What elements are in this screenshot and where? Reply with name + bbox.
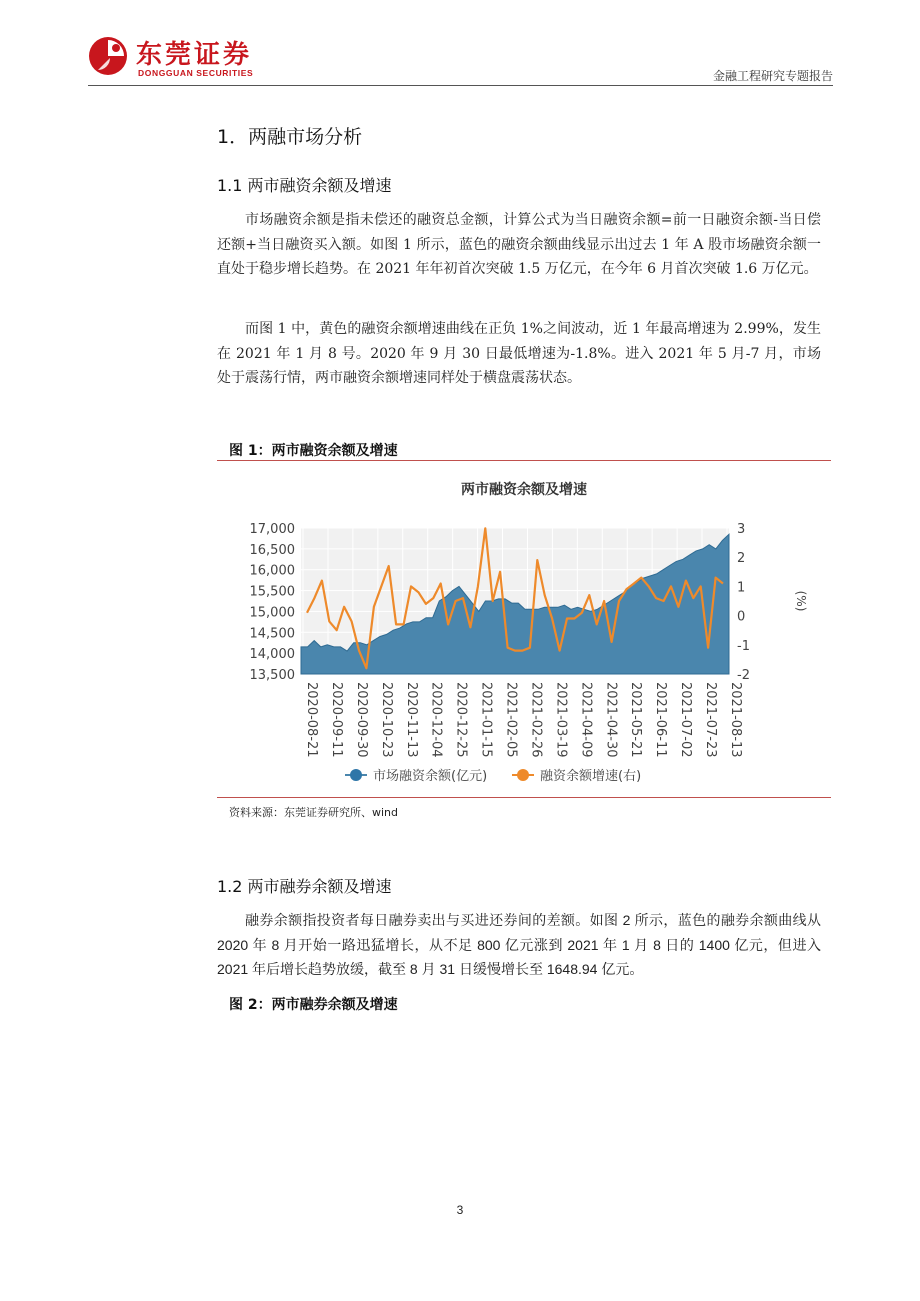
legend-growth-swatch-dot (517, 769, 529, 781)
right-tick-label: -1 (737, 638, 750, 654)
financing-chart-svg (217, 462, 831, 796)
figure1-caption: 图 1：两市融资余额及增速 (229, 443, 398, 459)
right-tick-label: 3 (737, 522, 746, 537)
x-tick-label: 2021-01-15 (478, 682, 494, 758)
chart-title: 两市融资余额及增速 (461, 482, 587, 498)
subsection-title-1-2: 1.2 两市融券余额及增速 (217, 877, 392, 896)
page-number: 3 (456, 1203, 464, 1217)
brand-name-en: DONGGUAN SECURITIES (138, 68, 254, 78)
left-tick-label: 15,500 (249, 584, 295, 600)
left-tick-label: 16,000 (249, 563, 295, 579)
x-tick-label: 2020-09-11 (328, 682, 344, 758)
left-tick-label: 13,500 (249, 668, 295, 683)
right-tick-label: 0 (737, 609, 746, 625)
right-axis-label: (%) (794, 590, 808, 612)
page-header (88, 30, 833, 86)
subsection-title-1-1: 1.1 两市融资余额及增速 (217, 176, 392, 195)
right-tick-label: 2 (737, 551, 746, 567)
section-title: 1．两融市场分析 (217, 126, 363, 148)
legend-growth-label: 融资余额增速(右) (540, 769, 642, 784)
x-tick-label: 2020-08-21 (304, 682, 319, 758)
figure1-bottom-rule (217, 797, 831, 798)
right-tick-label: -2 (737, 668, 750, 683)
right-axis-ticks (737, 522, 750, 683)
dongguan-logo-icon (88, 36, 128, 76)
x-tick-label: 2021-07-23 (703, 682, 719, 758)
left-axis-ticks (250, 522, 296, 683)
x-tick-label: 2021-05-21 (628, 682, 644, 758)
report-type: 金融工程研究专题报告 (712, 69, 833, 83)
chart-legend (345, 768, 641, 784)
x-tick-label: 2020-09-30 (353, 682, 369, 758)
x-tick-label: 2021-02-05 (503, 682, 519, 758)
left-tick-label: 15,000 (249, 605, 295, 621)
header-divider (88, 85, 833, 86)
x-tick-label: 2020-12-04 (428, 682, 444, 758)
x-tick-label: 2020-12-25 (453, 682, 469, 758)
figure2-caption: 图 2：两市融券余额及增速 (229, 997, 398, 1013)
left-tick-label: 16,500 (249, 542, 295, 558)
legend-balance-swatch-dot (350, 769, 362, 781)
paragraph-short-balance: 融券余额指投资者每日融券卖出与买进还券间的差额。如图 2 所示，蓝色的融券余额曲线从 2020 年 8 月开始一路迅猛增长，从不足 800 亿元涨到 2021 年 1 月 8 日的 1400 亿元，但进入 2021 年后增长趋势放缓，截至 8 月 31 日缓慢增长至 1648.94 亿元。 (217, 912, 821, 977)
x-tick-label: 2021-02-26 (528, 682, 544, 758)
right-tick-label: 1 (737, 580, 746, 596)
x-tick-label: 2021-06-11 (653, 682, 669, 758)
x-tick-label: 2021-04-09 (578, 682, 594, 758)
figure1-source: 资料来源：东莞证券研究所、wind (229, 806, 399, 819)
left-tick-label: 14,000 (249, 647, 295, 663)
brand-name-cn: 东莞证券 (136, 40, 253, 70)
x-tick-label: 2021-08-13 (728, 682, 743, 758)
figure1-chart (217, 462, 831, 796)
x-tick-label: 2021-07-02 (678, 682, 694, 758)
paragraph-financing-growth: 而图 1 中，黄色的融资余额增速曲线在正负 1%之间波动，近 1 年最高增速为 2.99%，发生在 2021 年 1 月 8 号。2020 年 9 月 30 日最低增速为-1.8%。进入 2021 年 5 月-7 月，市场处于震荡行情，两市融资余额增速同样处于横盘震荡状态。 (217, 321, 821, 386)
left-tick-label: 17,000 (249, 522, 295, 537)
x-tick-label: 2020-10-23 (378, 682, 394, 758)
x-tick-label: 2021-04-30 (603, 682, 619, 758)
legend-balance-label: 市场融资余额(亿元) (373, 769, 488, 784)
figure1-top-rule (217, 460, 831, 461)
left-tick-label: 14,500 (249, 626, 295, 642)
x-axis-ticks (304, 682, 743, 758)
paragraph-financing-balance: 市场融资余额是指未偿还的融资总金额，计算公式为当日融资余额=前一日融资余额-当日偿还额+当日融资买入额。如图 1 所示，蓝色的融资余额曲线显示出过去 1 年 A 股市场融资余额一直处于稳步增长趋势。在 2021 年年初首次突破 1.5 万亿元，在今年 6 月首次突破 1.6 万亿元。 (217, 212, 821, 277)
x-tick-label: 2021-03-19 (553, 682, 569, 758)
x-tick-label: 2020-11-13 (403, 682, 419, 758)
